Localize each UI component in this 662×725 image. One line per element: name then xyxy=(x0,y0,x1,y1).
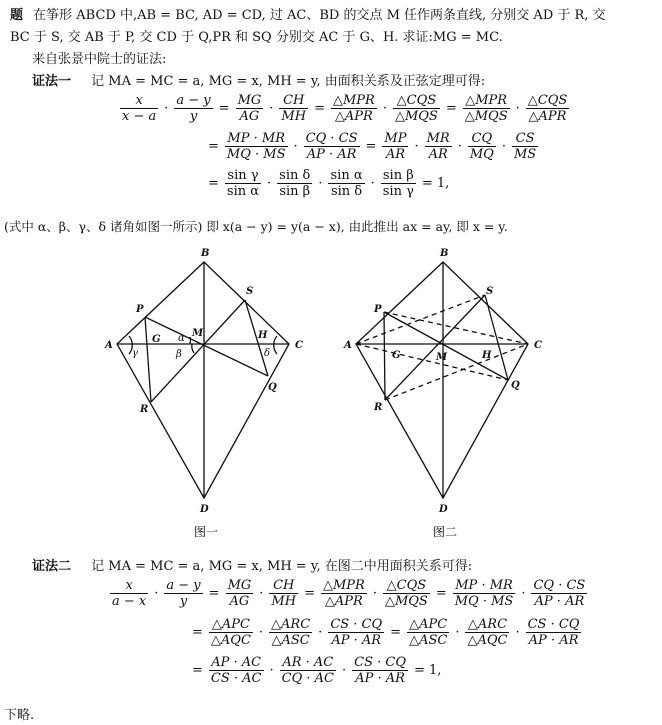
proof1-conclusion: (式中 α、β、γ、δ 诸角如图一所示) 即 x(a − y) = y(a − x), 由此推出 ax = ay, 即 x = y. xyxy=(4,219,508,234)
source-note: 来自张景中院士的证法: xyxy=(32,52,167,67)
fig1-line-pq xyxy=(145,317,271,376)
fig1-label-d: D xyxy=(200,504,209,515)
fig2-label-r: R xyxy=(374,402,383,413)
fig1-beta-arc xyxy=(192,344,194,353)
fig1-label-m: M xyxy=(192,328,204,339)
proof2-intro-line xyxy=(32,555,472,574)
proof1-intro: 记 MA = MC = a, MG = x, MH = y, 由面积关系及正弦定理可得: xyxy=(91,74,486,89)
fig2-label-a: A xyxy=(344,340,352,351)
fig1-label-h: H xyxy=(258,330,268,341)
fig2-label-s: S xyxy=(486,286,494,297)
fig2-line-sr xyxy=(385,295,485,400)
fig2-label-p: P xyxy=(374,304,382,315)
proof2-tag: 证法二 xyxy=(32,559,72,574)
fig2-label-b: B xyxy=(440,248,449,259)
proof2-equation-row-2: = $\frac{\text{△APC}}{\text{△AQC}}$ · $\frac{\text{△ARC}}{\text{△ASC}}$ · $\frac{CS \cdot CQ}{AP \cdot AR}$ = $\frac{\text{△APC}}{\text{△ASC}}$ · $\frac{\text{△ARC}}{\text{△AQC}}$ · $\frac{CS \cdot CQ}{AP \cdot AR}$ xyxy=(192,617,580,648)
fig2-label-m: M xyxy=(436,352,448,363)
problem-tag: 题 xyxy=(10,8,24,23)
fig2-caption: 图二 xyxy=(433,525,458,539)
proof1-tag: 证法一 xyxy=(32,74,72,89)
fig1-line-sr xyxy=(151,300,245,402)
fig2-label-c: C xyxy=(534,340,542,351)
fig2-label-h: H xyxy=(482,350,492,361)
fig1-label-alpha: α xyxy=(178,333,185,344)
fig1-label-gamma: γ xyxy=(132,348,138,359)
footer-note: 下略. xyxy=(4,708,35,723)
fig1-kite xyxy=(117,262,289,498)
problem-text-2: BC 于 S, 交 AB 于 P, 交 CD 于 Q,PR 和 SQ 分别交 AC 于 G、H. 求证:MG = MC. xyxy=(10,30,503,45)
fig1-label-delta: δ xyxy=(264,348,271,359)
problem-line-1 xyxy=(10,4,606,23)
fig1-label-q: Q xyxy=(268,382,277,393)
fig2-kite xyxy=(356,262,528,498)
fig2-dashed-lines xyxy=(356,295,528,400)
fig2-label-d: D xyxy=(439,504,448,515)
figure-1 xyxy=(117,262,289,498)
fig1-segment-pr xyxy=(145,317,151,402)
figure-2 xyxy=(356,262,528,498)
fig1-label-beta: β xyxy=(176,349,182,360)
fig1-label-b: B xyxy=(201,248,210,259)
fig1-label-a: A xyxy=(105,340,113,351)
proof1-equation-row-3: = $\frac{\text{sin γ}}{\text{sin α}}$ · $\frac{\text{sin δ}}{\text{sin β}}$ · $\frac{\text{sin α}}{\text{sin δ}}$ · $\frac{\text{sin β}}{\text{sin γ}}$ = 1, xyxy=(208,168,450,199)
fig2-label-g: G xyxy=(392,350,401,361)
proof1-intro-line xyxy=(32,70,485,89)
fig2-segment-sq xyxy=(485,295,508,380)
proof1-equation-row-1: $\frac{x}{x - a}$ · $\frac{a - y}{y}$ = $\frac{MG}{AG}$ · $\frac{CH}{MH}$ = $\frac{\text{△MPR}}{\text{△APR}}$ · $\frac{\text{△CQS}}{\text{△MQS}}$ = $\frac{\text{△MPR}}{\text{△MQS}}$ · $\frac{\text{△CQS}}{\text{△APR}}$ xyxy=(122,93,568,124)
fig1-label-p: P xyxy=(136,304,144,315)
fig1-delta-arc xyxy=(274,336,277,354)
fig1-label-c: C xyxy=(295,340,303,351)
fig2-segment-pr xyxy=(384,312,385,400)
proof2-intro: 记 MA = MC = a, MG = x, MH = y, 在图二中用面积关系可得: xyxy=(91,559,473,574)
fig1-label-r: R xyxy=(140,404,149,415)
fig1-label-s: S xyxy=(246,286,254,297)
fig2-line-pq xyxy=(384,312,508,380)
fig2-label-q: Q xyxy=(511,380,520,391)
figures-panel xyxy=(0,240,662,540)
proof2-equation-row-1: $\frac{x}{a - x}$ · $\frac{a - y}{y}$ = $\frac{MG}{AG}$ · $\frac{CH}{MH}$ = $\frac{\text{△MPR}}{\text{△APR}}$ · $\frac{\text{△CQS}}{\text{△MQS}}$ = $\frac{MP \cdot MR}{MQ \cdot MS}$ · $\frac{CQ \cdot CS}{AP \cdot AR}$ xyxy=(112,578,586,609)
fig1-caption: 图一 xyxy=(194,525,219,539)
problem-text-1: 在筝形 ABCD 中,AB = BC, AD = CD, 过 AC、BD 的交点 M 任作两条直线, 分别交 AD 于 R, 交 xyxy=(33,8,606,23)
proof1-equation-row-2: = $\frac{MP \cdot MR}{MQ \cdot MS}$ · $\frac{CQ \cdot CS}{AP \cdot AR}$ = $\frac{MP}{AR}$ · $\frac{MR}{AR}$ · $\frac{CQ}{MQ}$ · $\frac{CS}{MS}$ xyxy=(208,131,537,162)
fig1-label-g: G xyxy=(152,334,161,345)
proof2-equation-row-3: = $\frac{AP \cdot AC}{CS \cdot AC}$ · $\frac{AR \cdot AC}{CQ \cdot AC}$ · $\frac{CS \cdot CQ}{AP \cdot AR}$ = 1, xyxy=(192,655,442,686)
